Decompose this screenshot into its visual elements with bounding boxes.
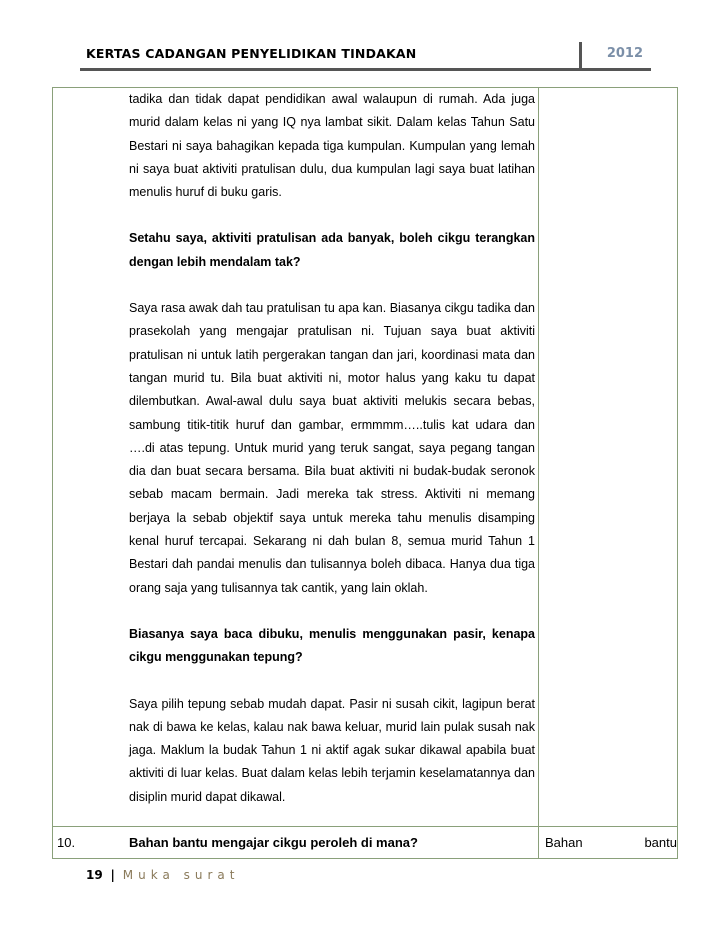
row-note-word-2: bantu	[644, 835, 677, 850]
answer-paragraph: Saya rasa awak dah tau pratulisan tu apa kan. Biasanya cikgu tadika dan prasekolah yang mengajar pratulisan ni. Tujuan saya buat aktiviti pratulisan ni untuk latih pergerakan tangan dan jari, koordinasi mata dan tangan murid tu. Bila buat aktiviti ni, motor halus yang kaku tu dapat dilembutkan. Awal-awal dulu saya buat aktiviti melukis secara bebas, sambung titik-titik huruf dan gambar, ermmmm…..tulis kat udara dan ….di atas tepung. Untuk murid yang teruk sangat, saya pegang tangan dia dan buat secara bersama. Bila buat aktiviti ni budak-budak seronok sebab macam bermain. Jadi mereka tak stress. Aktiviti ni memang berjaya la sebab objektif saya untuk mereka tahu menulis disamping kenal huruf tercapai. Sekarang ni dah bulan 8, semua murid Tahun 1 Bestari dah pandai menulis dan tulisannya boleh dibaca. Hanya dua tiga orang saja yang tulisannya tak cantik, yang lain oklah.	[129, 301, 535, 595]
header-divider	[579, 42, 582, 68]
row-question: Bahan bantu mengajar cikgu peroleh di mana?	[129, 835, 418, 850]
question-paragraph: Setahu saya, aktiviti pratulisan ada banyak, boleh cikgu terangkan dengan lebih mendalam tak?	[129, 231, 535, 269]
footer-label: Muka surat	[122, 868, 240, 882]
table-column-divider	[538, 87, 539, 859]
header-title: KERTAS CADANGAN PENYELIDIKAN TINDAKAN	[86, 46, 417, 61]
page-footer	[86, 868, 239, 882]
table-row-border	[52, 826, 678, 827]
answer-paragraph: Saya pilih tepung sebab mudah dapat. Pasir ni susah cikit, lagipun berat nak di bawa ke kelas, kalau nak bawa keluar, murid lain pulak susah nak jaga. Maklum la budak Tahun 1 ni aktif agak sukar dikawal apabila buat aktiviti di luar kelas. Buat dalam kelas lebih terjamin keselamatannya dan disiplin murid dapat dikawal.	[129, 696, 535, 804]
table-bottom-border	[52, 858, 678, 859]
answer-paragraph: tadika dan tidak dapat pendidikan awal walaupun di rumah. Ada juga murid dalam kelas ni yang IQ nya lambat sikit. Dalam kelas Tahun Satu Bestari ni saya bahagikan kepada tiga kumpulan. Kumpulan yang lemah ni saya buat aktiviti pratulisan dulu, dua kumpulan lagi saya buat latihan menulis huruf di buku garis.	[129, 92, 535, 200]
page-header	[80, 42, 651, 68]
table-left-border	[52, 87, 53, 859]
table-right-border	[677, 87, 678, 859]
question-paragraph: Biasanya saya baca dibuku, menulis menggunakan pasir, kenapa cikgu menggunakan tepung?	[129, 626, 535, 665]
page-number: 19	[86, 868, 103, 882]
interview-content	[129, 88, 535, 809]
row-number: 10.	[57, 835, 76, 850]
header-rule	[80, 68, 651, 71]
row-note-word-1: Bahan	[545, 835, 583, 850]
footer-separator: |	[110, 868, 115, 882]
header-year: 2012	[606, 46, 643, 61]
